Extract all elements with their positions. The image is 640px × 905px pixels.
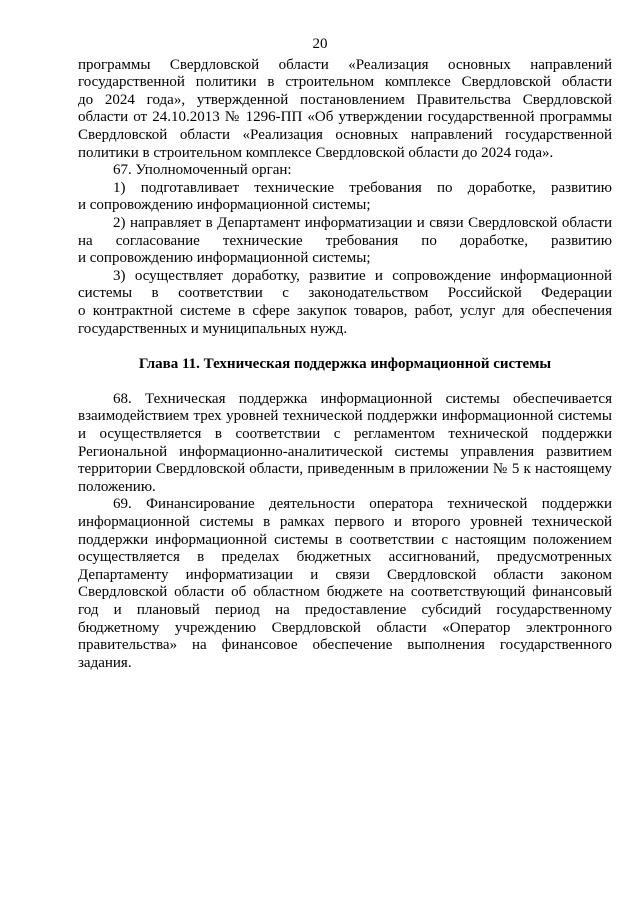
- document-body: [78, 57, 612, 673]
- paragraph-67-item-1: 1) подготавливает технические требования по доработке, развитию и сопровождению информационной системы;: [78, 179, 612, 214]
- paragraph-69: 69. Финансирование деятельности оператора технической поддержки информационной системы в рамках первого и второго уровней технической поддержки информационной системы в соответствии с настоящим положением осуществляется в пределах бюджетных ассигнований, предусмотренных Департаменту информатизации и связи Свердловской области законом Свердловской области об областном бюджете на соответствующий финансовый год и плановый период на предоставление субсидий государственному бюджетному учреждению Свердловской области «Оператор электронного правительства» на финансовое обеспечение выполнения государственного задания.: [78, 496, 612, 671]
- paragraph-67-item-3: 3) осуществляет доработку, развитие и сопровождение информационной системы в соответствии с законодательством Российской Федерации о контрактной системе в сфере закупок товаров, работ, услуг для обеспечения государственных и муниципальных нужд.: [78, 267, 612, 337]
- paragraph-67: 67. Уполномоченный орган:: [113, 162, 292, 179]
- chapter-11-heading: Глава 11. Техническая поддержка информационной системы: [138, 355, 552, 372]
- paragraph-continuation: программы Свердловской области «Реализация основных направлений государственной политики в строительном комплексе Свердловской области до 2024 года», утвержденной постановлением Правительства Свердловской области от 24.10.2013 № 1296-ПП «Об утверждении государственной программы Свердловской области «Реализация основных направлений государственной политики в строительном комплексе Свердловской области до 2024 года».: [78, 56, 612, 161]
- paragraph-67-item-2: 2) направляет в Департамент информатизации и связи Свердловской области на согласование технические требования по доработке, развитию и сопровождению информационной системы;: [78, 214, 612, 267]
- page-number: 20: [312, 36, 328, 52]
- paragraph-68: 68. Техническая поддержка информационной системы обеспечивается взаимодействием трех уровней технической поддержки информационной системы и осуществляется в соответствии с регламентом технической поддержки Региональной информационно-аналитической системы управления развитием территории Свердловской области, приведенным в приложении № 5 к настоящему положению.: [78, 390, 612, 495]
